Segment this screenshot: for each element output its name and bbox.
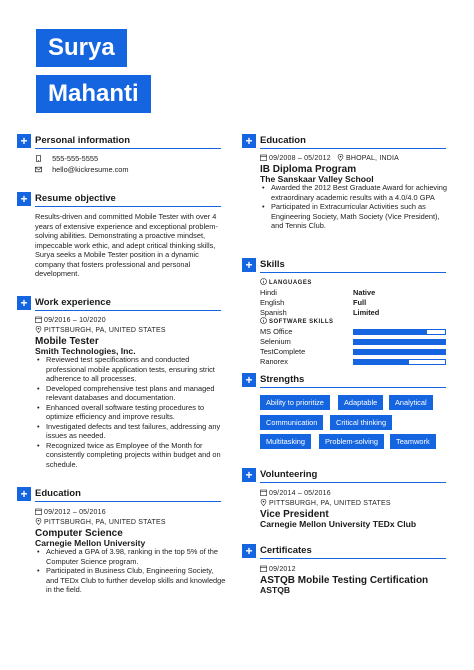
objective-text: Results-driven and committed Mobile Tester with over 4 years of extensive experience and exceptional problem-solving abilities. Demonstrating a proactive mindset, impeccable work ethic, and adept critical thinking skills, Surya seeks a Mobile Tester position in a dynamic company that fosters professional and personal development. xyxy=(35,212,218,278)
calendar-icon xyxy=(260,154,267,161)
skills-body xyxy=(260,278,450,368)
email-row xyxy=(35,165,129,175)
certificate-issuer: ASTQB xyxy=(260,585,291,595)
section-resume-objective xyxy=(17,192,221,206)
skill-level-bar xyxy=(353,349,446,355)
education-right-program: IB Diploma Program xyxy=(260,164,357,175)
section-title: Skills xyxy=(260,259,285,270)
phone-number: 555-555-5555 xyxy=(52,154,99,163)
strength-tag: Adaptable xyxy=(338,395,383,410)
last-name: Mahanti xyxy=(36,75,151,113)
software-name: TestComplete xyxy=(260,347,306,356)
strength-tag: Ability to prioritize xyxy=(260,395,330,410)
experience-location xyxy=(35,326,166,335)
list-item: • Investigated defects and test failures, addressing any issues as needed. xyxy=(35,422,227,441)
software-name: Selenium xyxy=(260,337,291,346)
strength-tag: Analytical xyxy=(389,395,433,410)
experience-dates xyxy=(35,316,106,325)
experience-org: Smith Technologies, Inc. xyxy=(35,346,136,356)
section-header xyxy=(242,544,446,558)
education-right-location-text: BHOPAL, INDIA xyxy=(345,155,399,162)
strength-tag: Multitasking xyxy=(260,434,311,449)
volunteering-role: Vice President xyxy=(260,509,329,520)
list-item: • Recognized twice as Employee of the Month for consistently completing projects within budget and on schedule. xyxy=(35,441,227,470)
skill-level-bar xyxy=(353,329,446,335)
volunteering-dates xyxy=(260,489,331,498)
location-pin-icon xyxy=(337,154,344,161)
language-level: Full xyxy=(353,298,367,307)
section-rule xyxy=(260,558,446,559)
languages-subheading xyxy=(260,278,312,288)
language-row xyxy=(260,298,450,307)
section-education-right xyxy=(242,134,446,148)
calendar-icon xyxy=(35,508,42,515)
education-right-school: The Sanskaar Valley School xyxy=(260,174,374,184)
section-rule xyxy=(260,387,446,388)
plus-icon: + xyxy=(242,258,256,272)
language-name: Hindi xyxy=(260,288,277,297)
education-right-dates-text: 09/2008 – 05/2012 xyxy=(269,155,331,162)
software-label: SOFTWARE SKILLS xyxy=(269,319,334,325)
software-name: MS Office xyxy=(260,327,293,336)
strength-tag: Critical thinking xyxy=(330,415,392,430)
section-title: Personal information xyxy=(35,135,131,146)
software-row xyxy=(260,357,450,366)
volunteering-dates-text: 09/2014 – 05/2016 xyxy=(269,490,331,497)
calendar-icon xyxy=(260,489,267,496)
skill-level-fill xyxy=(354,350,445,354)
education-right-meta xyxy=(260,154,399,163)
section-rule xyxy=(260,148,446,149)
education-left-degree: Computer Science xyxy=(35,528,123,539)
section-skills xyxy=(242,258,446,272)
skill-level-fill xyxy=(354,330,427,334)
software-row xyxy=(260,327,450,336)
section-header xyxy=(242,373,446,387)
list-item: • Enhanced overall software testing procedures to optimize efficiency and improve results. xyxy=(35,403,227,422)
section-title: Certificates xyxy=(260,545,312,556)
skill-level-fill xyxy=(354,360,409,364)
list-item: • Participated in Business Club, Engineering Society, and TEDx Club to further develop skills and knowledge in the field. xyxy=(35,566,227,595)
phone-row xyxy=(35,154,98,164)
software-row xyxy=(260,347,450,356)
email-address[interactable]: hello@kickresume.com xyxy=(52,165,129,174)
education-left-location-text: PITTSBURGH, PA, UNITED STATES xyxy=(44,519,166,526)
plus-icon: + xyxy=(242,544,256,558)
experience-role: Mobile Tester xyxy=(35,336,99,347)
section-rule xyxy=(260,482,446,483)
section-volunteering xyxy=(242,468,446,482)
language-name: English xyxy=(260,298,285,307)
volunteering-location-text: PITTSBURGH, PA, UNITED STATES xyxy=(269,500,391,507)
software-name: Ranorex xyxy=(260,357,288,366)
skill-level-bar xyxy=(353,359,446,365)
info-icon xyxy=(260,317,267,324)
section-personal-information xyxy=(17,134,221,148)
section-title: Strengths xyxy=(260,374,305,385)
experience-location-text: PITTSBURGH, PA, UNITED STATES xyxy=(44,327,166,334)
section-header xyxy=(242,468,446,482)
section-title: Volunteering xyxy=(260,469,318,480)
section-title: Education xyxy=(35,488,81,499)
volunteering-location xyxy=(260,499,391,508)
plus-icon: + xyxy=(242,373,256,387)
language-row xyxy=(260,308,450,317)
info-icon xyxy=(260,278,267,285)
list-item: • Reviewed test specifications and conducted professional mobile application tests, ensuring strict adherence to all processes. xyxy=(35,355,227,384)
list-item: • Achieved a GPA of 3.98, ranking in the top 5% of the Computer Science program. xyxy=(35,547,227,566)
plus-icon: + xyxy=(17,134,31,148)
location-pin-icon xyxy=(35,326,42,333)
plus-icon: + xyxy=(242,468,256,482)
education-right-bullets xyxy=(260,183,450,231)
certificate-date xyxy=(260,565,296,574)
section-education-left xyxy=(17,487,221,501)
section-title: Resume objective xyxy=(35,193,116,204)
education-left-dates-text: 09/2012 – 05/2016 xyxy=(44,509,106,516)
experience-dates-text: 09/2016 – 10/2020 xyxy=(44,317,106,324)
section-header xyxy=(242,258,446,272)
language-name: Spanish xyxy=(260,308,287,317)
first-name: Surya xyxy=(36,29,127,67)
section-rule xyxy=(35,501,221,502)
list-item: • Developed comprehensive test plans and managed relevant databases and documentation. xyxy=(35,384,227,403)
language-row xyxy=(260,288,450,297)
section-rule xyxy=(35,310,221,311)
list-item: • Participated in Extracurricular Activities such as Engineering Society, Math Society (Vice President), and Tennis Club. xyxy=(260,202,450,231)
location-pin-icon xyxy=(260,499,267,506)
section-header xyxy=(17,296,221,310)
strength-tag: Teamwork xyxy=(390,434,436,449)
location-pin-icon xyxy=(35,518,42,525)
mail-icon xyxy=(35,166,42,173)
education-left-dates xyxy=(35,508,106,517)
volunteering-org: Carnegie Mellon University TEDx Club xyxy=(260,519,417,529)
plus-icon: + xyxy=(17,487,31,501)
language-level: Native xyxy=(353,288,376,297)
software-row xyxy=(260,337,450,346)
software-subheading xyxy=(260,317,334,327)
calendar-icon xyxy=(35,316,42,323)
section-rule xyxy=(35,148,221,149)
section-title: Work experience xyxy=(35,297,111,308)
plus-icon: + xyxy=(242,134,256,148)
languages-label: LANGUAGES xyxy=(269,280,312,286)
section-strengths xyxy=(242,373,446,387)
plus-icon: + xyxy=(17,192,31,206)
strength-tag: Problem-solving xyxy=(319,434,384,449)
section-certificates xyxy=(242,544,446,558)
section-header xyxy=(17,192,221,206)
section-header xyxy=(17,134,221,148)
list-item: • Awarded the 2012 Best Graduate Award for achieving extraordinary academic results with a 4.0/4.0 GPA xyxy=(260,183,450,202)
section-header xyxy=(242,134,446,148)
phone-icon xyxy=(35,155,42,162)
experience-bullets xyxy=(35,355,227,469)
education-left-location xyxy=(35,518,166,527)
skill-level-bar xyxy=(353,339,446,345)
education-left-school: Carnegie Mellon University xyxy=(35,538,146,548)
certificate-name: ASTQB Mobile Testing Certification xyxy=(260,575,429,586)
section-rule xyxy=(260,272,446,273)
section-header xyxy=(17,487,221,501)
plus-icon: + xyxy=(17,296,31,310)
skill-level-fill xyxy=(354,340,445,344)
strength-tag: Communication xyxy=(260,415,323,430)
certificate-date-text: 09/2012 xyxy=(269,566,296,573)
education-left-bullets xyxy=(35,547,227,595)
section-title: Education xyxy=(260,135,306,146)
language-level: Limited xyxy=(353,308,380,317)
section-work-experience xyxy=(17,296,221,310)
calendar-icon xyxy=(260,565,267,572)
section-rule xyxy=(35,206,221,207)
